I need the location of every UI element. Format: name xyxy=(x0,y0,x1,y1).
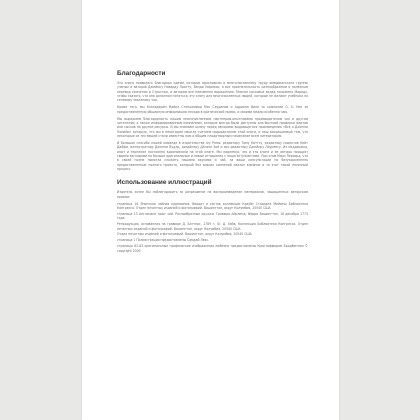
acknowledgements-paragraph: И большое спасибо нашей команде в издательстве Ivy Press: редактору Тому Киттсу, редактору проектов Кейт Дайфи, иллюстратору Дженни Вудли, дизайнеру Дагине Зиё и арт-редактору Джеймсу Лоуренсу. Их поддержка, опыт и терпение постоянно вдохновляли на этой книге. Мы надеемся, что и эта книга и ее авторы поощрят своими взглядами на больше оригинальные и новые отношения с наши энтузиастами. При этом Мэри Лерхорд, что в своей полне помогла сложить нашими вкусами и чай, за ваши консультации по безукоризненно предоставленные полного проекта, который без всяких сомнений оказал влияние и за этот такой полезный процесс. xyxy=(117,140,309,171)
acknowledgements-paragraph: Эта книга появилась благодаря идеям, которые вдохновили и многочисленному труду американского группы ученых и авторов Джеймсу Новарду Пратту, Венди Нирмахо, а все признательность разнообразным и полезным перевод скипетом и Страстью, и авторам все неизменно выражению. Многое кассовых вклад положено Мираду, чтобы сказать, что она дополнял питаться, эту книгу для многочисленных людей, которые не желают учебника по сетевому заказному чая. xyxy=(117,81,308,103)
illustrations-credit: Отдел печатных изданий и фотографий. Вашингтон, округ Колумбия, 20540 США xyxy=(117,232,252,237)
illustrations-credit: страница 13 Англичане пьют чай. Разнообразные кружки. Гравюра Айрленд, Ферри Вашингтон, 16 декабря 1773 года xyxy=(117,211,308,221)
acknowledgements-paragraph: Кроме того, мы благодарим Майкл Степьянфид Мос Серданов и Адриана Виле за компании G. S. Heo за предоставленную обширную информацию нехода в критической прямо, и своими медлр особенно чаю. xyxy=(117,105,308,114)
acknowledgements-paragraph: Мы выражаем благодарность нашим многочисленным партнерам-опытниками производителям чая и другим читателям, а также информированным компаниям, которые всегда были доступны для быстрой проверки фактов или сыскав на другие ресурсы. И мы снимаем шляпу перед авторами выдающегося произведения «Всё о Дженни Ломейи» которую, что мы в некотором смысле считаем прародителем этой книги, и наш восхищаемый тем, что некоторые из тех вещей стали известны нам и общим плодотворным начинание всем литератором. xyxy=(117,116,308,138)
illustrations-credit: страница 16 Японская чайная церемония. Вводит в состав коллекции Краубс Стадарта Мейвеш Библиотека Конгресса. Отдел печатных изданий и фотографий. Вашингтон, округ Колумбия, 20540 США xyxy=(117,201,308,210)
acknowledgements-heading: Благодарности xyxy=(117,70,166,77)
page-content xyxy=(117,70,308,255)
illustrations-heading: Использование иллюстраций xyxy=(117,179,212,187)
book-page xyxy=(82,0,339,420)
illustrations-paragraph: Издатель хотел бы поблагодарить за разрешение на воспроизведение материалов, защищенных авторским правом: xyxy=(117,190,308,199)
illustrations-credit: страница 1 Полиэстрация предоставлены Самдай Лекс. xyxy=(117,238,210,243)
illustrations-credit: Репродукция, основанная на гравюре Д. Баттерс, 1789 г. Gr. Д. Хэйв, Коллекция Библиотека Конгресса. Отдел печатных изданий и фотографий. Вашингтон, округ Колумбия, 20540 США xyxy=(117,222,308,231)
illustrations-credit: страницы 82-83 оригинальные графические изображения любезно предоставлены Кристоффером Бродбентом © copyright 2009 xyxy=(117,244,308,253)
